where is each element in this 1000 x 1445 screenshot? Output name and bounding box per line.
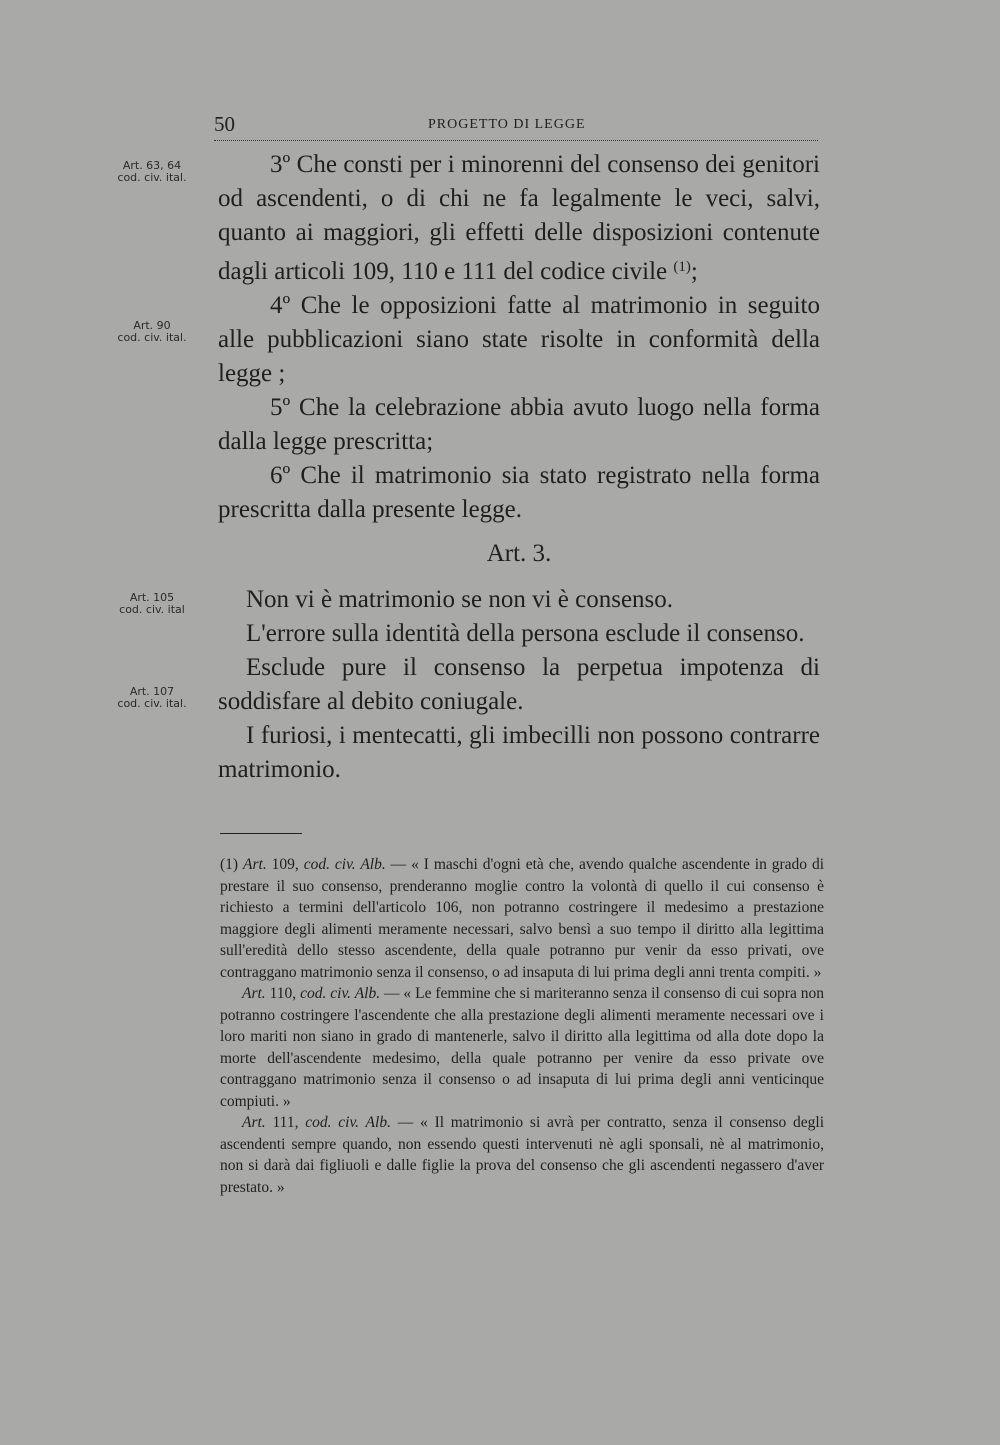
- footnote-ref-number: 111,: [272, 1114, 299, 1131]
- paragraph-item-5: 5º Che la celebrazione abbia avuto luogo nella forma dalla legge prescritta;: [218, 394, 820, 455]
- margin-note-line: Art. 105: [129, 591, 175, 604]
- main-text: [218, 148, 820, 787]
- footnote-ref: Art.: [243, 856, 267, 873]
- footnote-2: [220, 983, 824, 1112]
- footnote-1: [220, 854, 824, 983]
- header-rule: [214, 140, 818, 141]
- margin-note-art-105: [96, 592, 208, 616]
- item-3-text: 3º Che consti per i minorenni del consenso dei genitori od ascendenti, o di chi ne fa legalmente le veci, salvi, quanto ai maggiori, gli effetti delle disposizioni contenute dagli articoli 109, 110 e 111 del codice civile: [218, 151, 820, 285]
- article-3-paragraph-4: I furiosi, i mentecatti, gli imbecilli non possono contrarre matrimonio.: [218, 722, 820, 783]
- margin-note-line: Art. 107: [129, 685, 175, 698]
- paragraph-item-6: 6º Che il matrimonio sia stato registrato nella forma prescritta dalla presente legge.: [218, 462, 820, 523]
- footnote-number: (1): [220, 856, 239, 873]
- page-number: 50: [214, 112, 235, 136]
- article-3-paragraph-2: L'errore sulla identità della persona esclude il consenso.: [246, 620, 805, 647]
- margin-note-art-90: [96, 320, 208, 344]
- footnote-ref-number: 109,: [271, 856, 299, 873]
- footnote-reference: (1): [673, 259, 691, 275]
- margin-note-line: cod. civ. ital.: [117, 171, 187, 184]
- article-heading: Art. 3.: [486, 540, 552, 567]
- margin-note-art-63-64: [96, 160, 208, 184]
- margin-note-line: cod. civ. ital: [119, 603, 185, 616]
- footnote-text: — « Le femmine che si mariteranno senza il consenso di cui sopra non potranno costringere l'ascendente che alla prestazione degli alimenti meramente necessari ove i loro mariti non siano in grado di mantenerle, salvo il diritto alla legittima od alla dote dopo la morte dell'ascendente medesimo, della quale potranno per venire da esso private ove contraggano matrimonio senza il consenso o ad insaputa di lui prima degli anni venticinque compiuti. »: [220, 985, 825, 1110]
- footnote-code: cod. civ. Alb.: [303, 856, 386, 873]
- page-header: [214, 112, 818, 142]
- footnote-ref-number: 110,: [269, 985, 297, 1002]
- footnote-separator: [220, 833, 302, 834]
- margin-note-line: cod. civ. ital.: [117, 331, 187, 344]
- paragraph-item-3: [218, 148, 820, 289]
- footnote-ref: Art.: [242, 1114, 266, 1131]
- footnote-code: cod. civ. Alb.: [305, 1114, 391, 1131]
- margin-note-art-107: [96, 686, 208, 710]
- footnote-text: — « Il matrimonio si avrà per contratto, senza il consenso degli ascendenti sempre quando, non essendo questi intervenuti nè agli sponsali, nè al matrimonio, non si darà dai figliuoli e dalle figlie la prova del consenso che gli ascendenti negassero d'aver prestato. »: [220, 1114, 824, 1196]
- margin-note-line: Art. 63, 64: [122, 159, 182, 172]
- footnote-code: cod. civ. Alb.: [300, 985, 381, 1002]
- running-title: PROGETTO DI LEGGE: [428, 117, 586, 132]
- margin-note-line: cod. civ. ital.: [117, 697, 187, 710]
- article-3-paragraph-3: Esclude pure il consenso la perpetua impotenza di soddisfare al debito coniugale.: [218, 654, 820, 715]
- footnote-text: — « I maschi d'ogni età che, avendo qualche ascendente in grado di prestare il suo consenso, prenderanno moglie contro la volontà di quello il cui consenso è richiesto a termini dell'articolo 106, non potranno costringere il medesimo a prestazione maggiore degli alimenti meramente necessari, salvo bensì a suo tempo il diritto alla legittima sull'eredità dello stesso ascendente, della quale potranno pur venir da esso privati, ove contraggano matrimonio senza il consenso, o ad insaputa di lui prima degli anni trenta compiti. »: [220, 856, 825, 981]
- article-3-paragraph-1: Non vi è matrimonio se non vi è consenso.: [246, 586, 674, 613]
- footnotes: [220, 854, 824, 1198]
- footnote-ref: Art.: [242, 985, 266, 1002]
- paragraph-item-4: 4º Che le opposizioni fatte al matrimonio in seguito alle pubblicazioni siano state risolte in conformità della legge ;: [218, 292, 820, 387]
- item-3-end: ;: [690, 258, 698, 285]
- footnote-3: [220, 1112, 824, 1198]
- margin-note-line: Art. 90: [133, 319, 171, 332]
